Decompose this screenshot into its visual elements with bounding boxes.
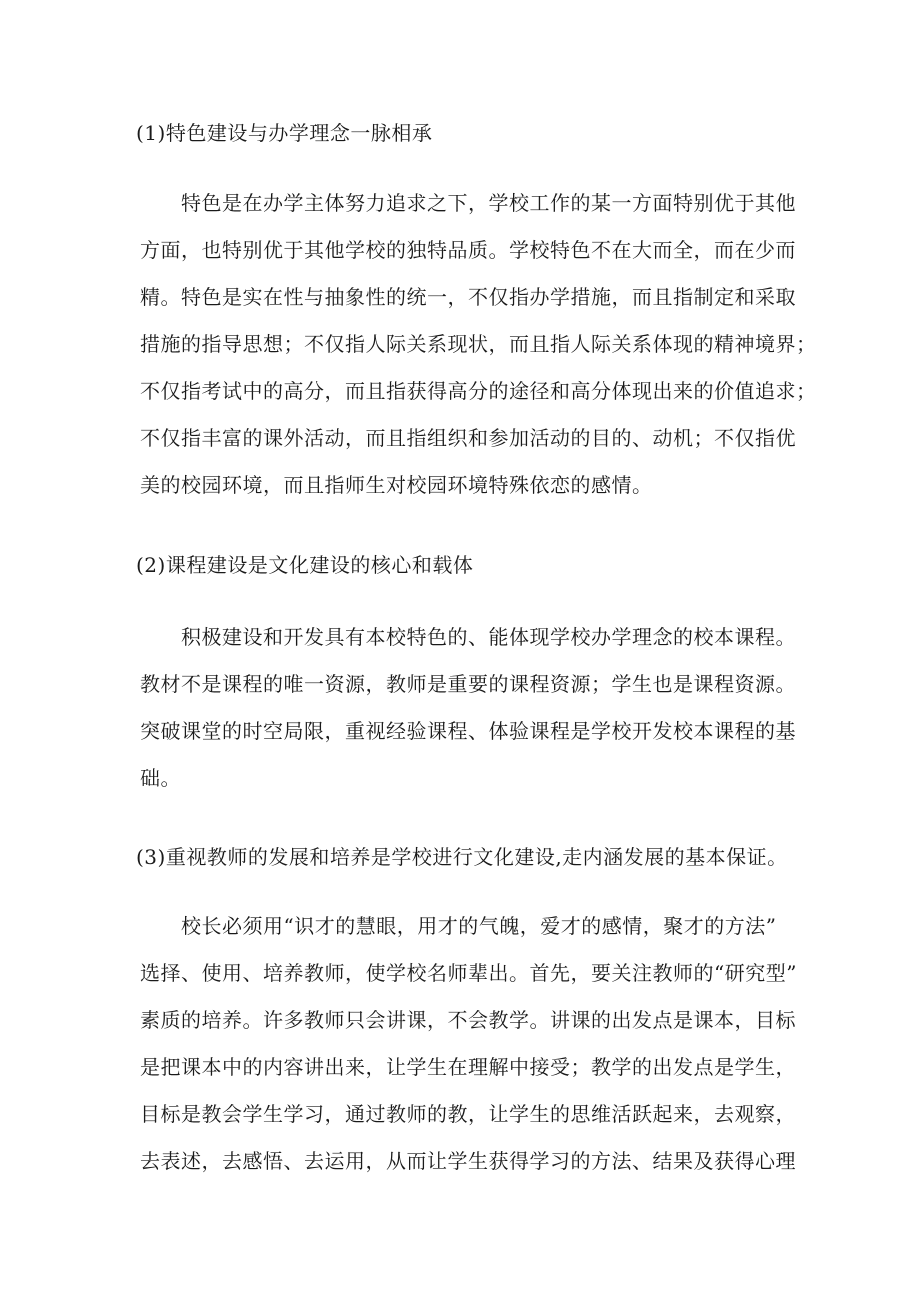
paragraph-line: 选择、使用、培养教师，使学校名师辈出。首先，要关注教师的“研究型” [140, 961, 797, 985]
paragraph-line: 精。特色是实在性与抽象性的统一，不仅指办学措施，而且指制定和采取 [140, 285, 796, 309]
paragraph-line: 美的校园环境，而且指师生对校园环境特殊依恋的感情。 [140, 473, 653, 497]
section-1-paragraph [140, 180, 817, 509]
paragraph-line: 不仅指丰富的课外活动，而且指组织和参加活动的目的、动机；不仅指优 [140, 426, 796, 450]
section-3-heading: (3)重视教师的发展和培养是学校进行文化建设,走内涵发展的基本保证。 [136, 845, 788, 869]
paragraph-line: 特色是在办学主体努力追求之下，学校工作的某一方面特别优于其他 [181, 191, 796, 215]
section-3-paragraph [140, 903, 800, 1185]
paragraph-line: 去表述，去感悟、去运用，从而让学生获得学习的方法、结果及获得心理 [140, 1149, 796, 1173]
paragraph-line: 教材不是课程的唯一资源，教师是重要的课程资源；学生也是课程资源。 [140, 672, 796, 696]
paragraph-line: 是把课本中的内容讲出来，让学生在理解中接受；教学的出发点是学生， [140, 1055, 796, 1079]
paragraph-line: 方面，也特别优于其他学校的独特品质。学校特色不在大而全，而在少而 [140, 238, 796, 262]
paragraph-line: 措施的指导思想；不仅指人际关系现状，而且指人际关系体现的精神境界； [140, 332, 817, 356]
section-1-heading: (1)特色建设与办学理念一脉相承 [136, 121, 433, 145]
paragraph-line: 目标是教会学生学习，通过教师的教，让学生的思维活跃起来，去观察， [140, 1102, 796, 1126]
section-2-paragraph [140, 614, 800, 802]
section-2-heading: (2)课程建设是文化建设的核心和载体 [136, 553, 474, 577]
paragraph-line: 础。 [140, 766, 181, 790]
paragraph-line: 素质的培养。许多教师只会讲课，不会教学。讲课的出发点是课本，目标 [140, 1008, 796, 1032]
paragraph-line: 校长必须用“识才的慧眼，用才的气魄，爱才的感情，聚才的方法” [181, 914, 777, 938]
paragraph-line: 突破课堂的时空局限，重视经验课程、体验课程是学校开发校本课程的基 [140, 719, 796, 743]
paragraph-line: 不仅指考试中的高分，而且指获得高分的途径和高分体现出来的价值追求； [140, 379, 817, 403]
paragraph-line: 积极建设和开发具有本校特色的、能体现学校办学理念的校本课程。 [181, 625, 796, 649]
